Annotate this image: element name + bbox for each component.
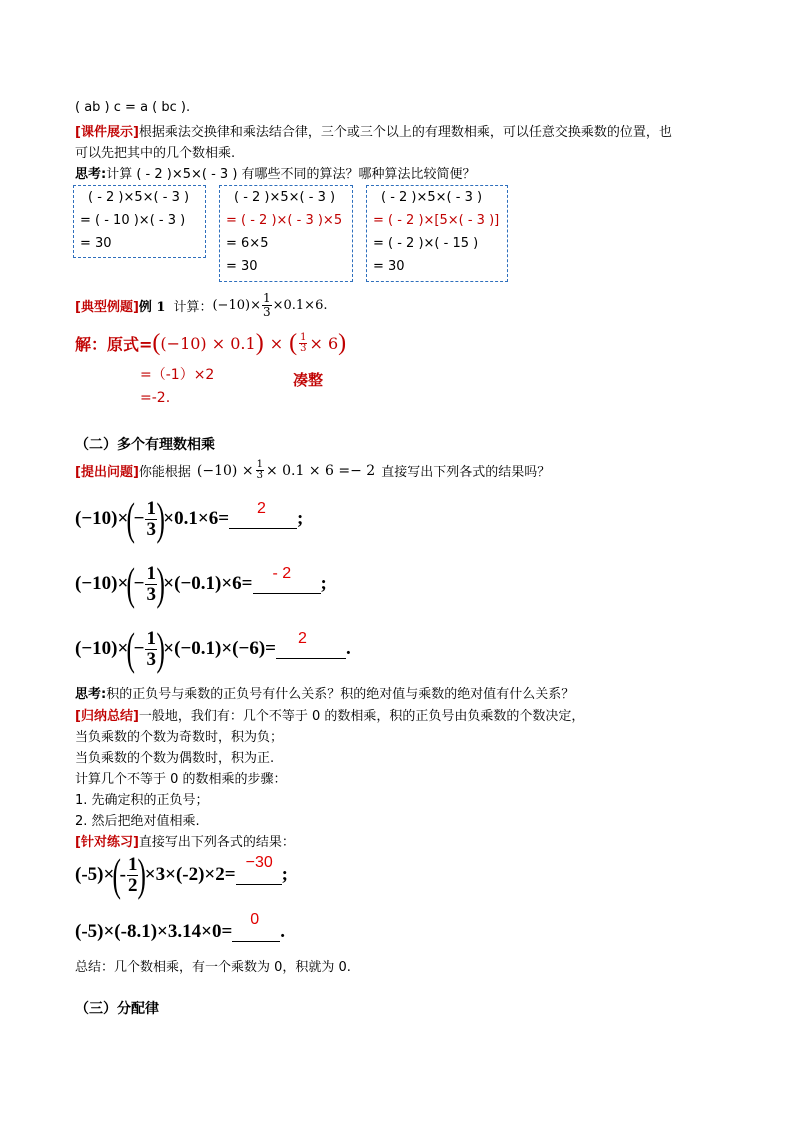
exercise-end: . [280,921,286,942]
example-prompt: 计算： [173,299,213,315]
intro-line: ( ab ) c = a ( bc ). [75,100,191,115]
fraction-numerator: 1 [146,497,156,519]
example-expr-a: (−10)× [212,297,261,313]
solution-group-2: × 6 [309,334,339,353]
solution-times: × [269,334,284,353]
fraction-numerator: 1 [300,332,307,343]
paren-close: ) [137,849,147,900]
think-question-1 [75,163,476,182]
exercise-end: ; [281,864,288,885]
summary-text: 一般地，我们有：几个不等于 0 的数相乘，积的正负号由负乘数的个数决定， [138,709,585,724]
method-box-3 [366,185,508,282]
exercise-2 [75,558,327,609]
exercise-end: ; [320,573,327,594]
section-2-question [75,460,550,481]
question-expr-a: (−10) × [196,462,254,479]
question-text-b: 直接写出下列各式的结果吗？ [381,465,551,480]
think-question-2 [75,683,574,702]
summary-line-4: 计算几个不等于 0 的数相乘的步骤： [75,772,287,787]
solution-step-3: =-2. [140,390,171,406]
minus-sign: − [133,638,145,659]
answer-value: 2 [298,629,307,647]
fraction-numerator: 1 [256,459,263,470]
exercise-fraction [145,564,157,605]
method-line: = 30 [373,259,405,274]
answer-blank[interactable] [236,853,282,885]
answer-value: 2 [257,499,266,517]
question-tag: [提出问题] [75,465,139,480]
answer-value: - 2 [272,564,292,582]
paren-open: ( [112,849,122,900]
example-1 [75,292,327,318]
fraction-denominator: 3 [300,343,307,354]
answer-blank[interactable] [253,564,321,594]
method-box-1 [73,185,206,258]
think-label: 思考: [75,687,107,702]
fraction-numerator: 1 [146,562,156,584]
fraction-denominator: 3 [146,583,156,605]
display-line-2: 可以先把其中的几个数相乘. [75,146,236,161]
exercise-suffix: ×(−0.1)×(−6)= [163,638,276,659]
fraction-denominator: 3 [262,304,271,319]
exercise-suffix: ×0.1×6= [163,508,230,529]
question-fraction [256,460,264,481]
summary-line-5: 1. 先确定积的正负号； [75,793,209,808]
paren-open: ( [152,330,161,356]
summary-line-3: 当负乘数的个数为偶数时，积为正. [75,751,275,766]
fraction-numerator: 1 [262,291,271,305]
exercise-prefix: (−10)× [75,573,129,594]
think-label: 思考: [75,167,107,182]
summary-line-1 [75,705,584,724]
think-text: 积的正负号与乘数的正负号有什么关系？积的绝对值与乘数的绝对值有什么关系？ [106,687,575,702]
exercise-suffix: ×(−0.1)×6= [163,573,253,594]
answer-value: −30 [245,853,273,871]
section-3-title: （三）分配律 [75,1001,159,1017]
summary-tag: [归纳总结] [75,709,139,724]
exercise-prefix: (-5)× [75,864,115,885]
question-expr-b: × 0.1 × 6 =− 2 [265,462,376,479]
minus-sign: − [133,508,145,529]
exercise-suffix: ×3×(-2)×2= [144,864,236,885]
paren-close: ) [156,558,165,609]
answer-blank[interactable] [276,629,346,659]
answer-blank[interactable] [229,499,297,529]
fraction-denominator: 2 [127,874,138,896]
practice-heading [75,831,295,850]
example-fraction [262,292,272,318]
solution-fraction [299,333,307,354]
method-box-2 [219,185,353,282]
paren-open: ( [126,493,136,544]
method-line-highlight: = ( - 2 )×[5×( - 3 )] [373,213,500,228]
exercise-fraction [145,499,157,540]
section-2-title: （二）多个有理数相乘 [75,437,215,453]
display-paragraph [75,121,672,140]
example-expr-b: ×0.1×6. [272,297,328,313]
exercise-prefix: (−10)× [75,638,129,659]
method-line: = 30 [226,259,258,274]
paren-close: ) [338,330,347,356]
method-line: = ( - 2 )×( - 15 ) [373,236,479,251]
method-line: = 6×5 [226,236,269,251]
solution-note: 凑整 [293,371,324,389]
paren-close: ) [255,330,264,356]
answer-blank[interactable] [232,910,280,942]
minus-sign: − [133,573,145,594]
method-line: ( - 2 )×5×( - 3 ) [381,190,483,205]
fraction-denominator: 3 [146,518,156,540]
fraction-numerator: 1 [146,627,156,649]
example-tag: [典型例题] [75,299,139,315]
summary-line-2: 当负乘数的个数为奇数时，积为负； [75,730,284,745]
method-line: = 30 [80,236,112,251]
practice-tag: [针对练习] [75,835,139,850]
exercise-expr: (-5)×(-8.1)×3.14×0= [75,921,233,942]
exercise-prefix: (−10)× [75,508,129,529]
fraction-denominator: 3 [146,648,156,670]
method-line: = ( - 10 )×( - 3 ) [80,213,186,228]
practice-text: 直接写出下列各式的结果： [138,835,295,850]
fraction-denominator: 3 [256,470,263,481]
question-text-a: 你能根据 [138,465,191,480]
method-line: ( - 2 )×5×( - 3 ) [234,190,336,205]
practice-exercise-1 [75,849,288,900]
display-tag: [课件展示] [75,125,139,140]
paren-close: ) [156,493,165,544]
exercise-1 [75,493,304,544]
exercise-end: ; [297,508,304,529]
practice-exercise-2 [75,910,286,943]
exercise-end: . [346,638,351,659]
method-line: ( - 2 )×5×( - 3 ) [88,190,190,205]
solution-step-2: =（-1）×2 [140,367,215,383]
solution-label: 解：原式= [75,335,153,354]
summary-line-6: 2. 然后把绝对值相乘. [75,814,200,829]
exercise-3 [75,623,351,674]
answer-value: 0 [250,910,260,928]
paren-open: ( [126,558,136,609]
think-text: 计算 ( - 2 )×5×( - 3 ) 有哪些不同的算法？哪种算法比较简便？ [106,167,476,182]
solution-group-1: (−10) × 0.1 [160,334,256,353]
conclusion: 总结：几个数相乘，有一个乘数为 0，积就为 0. [75,960,351,975]
fraction-numerator: 1 [127,853,138,875]
display-line-1: 根据乘法交换律和乘法结合律，三个或三个以上的有理数相乘，可以任意交换乘数的位置，也 [138,125,672,140]
paren-open: ( [289,330,298,356]
exercise-fraction [145,629,157,670]
example-label: 例 1 [138,299,166,315]
method-line-highlight: = ( - 2 )×( - 3 )×5 [226,213,343,228]
minus-sign: - [119,864,126,885]
solution-line-1 [75,330,346,357]
paren-close: ) [156,623,165,674]
paren-open: ( [126,623,136,674]
